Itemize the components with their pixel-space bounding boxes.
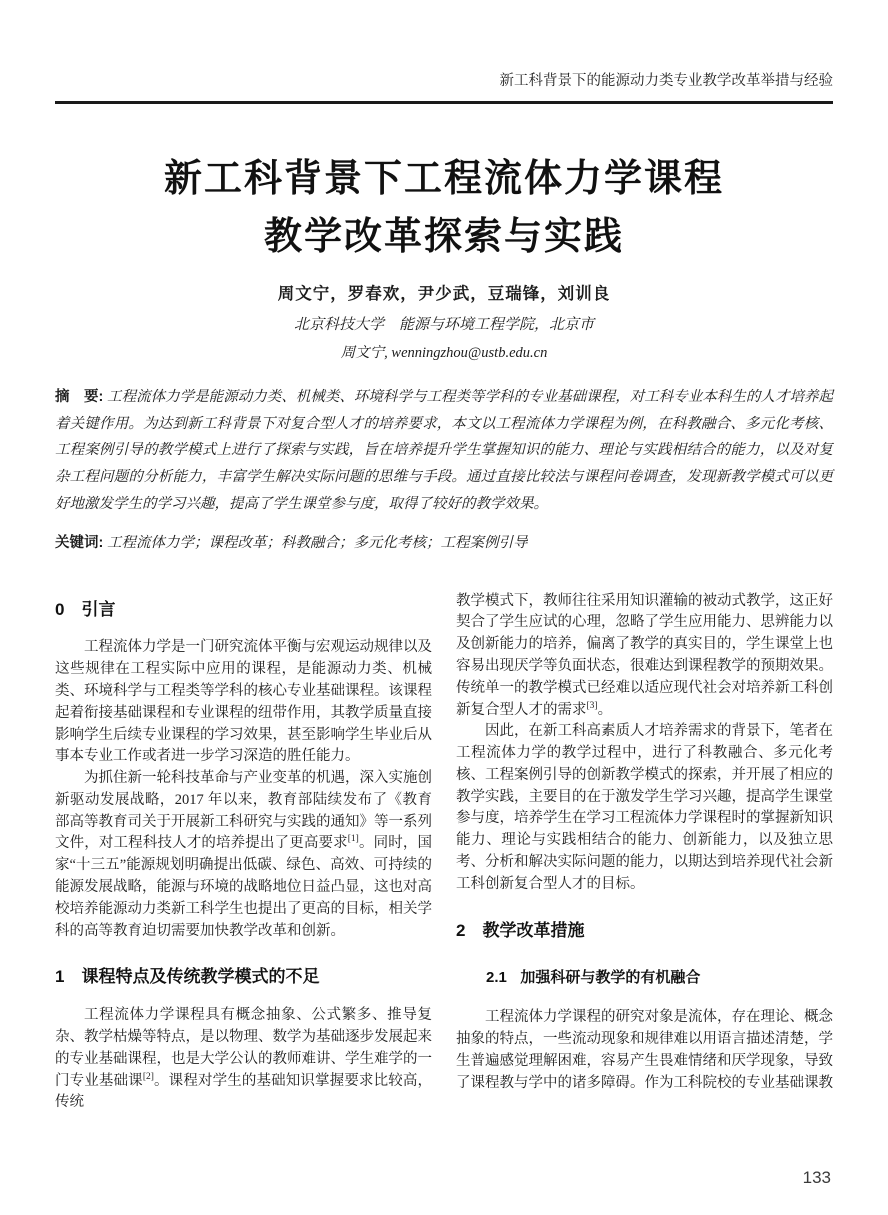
section-heading-1 xyxy=(55,966,432,988)
subsection-heading-2-1 xyxy=(456,967,833,989)
keywords-label: 关键词: xyxy=(55,534,104,551)
paragraph: 为抓住新一轮科技革命与产业变革的机遇，深入实施创新驱动发展战略，2017 年以来，教育部陆续发布了《教育部高等教育司关于开展新工科研究与实践的通知》等一系列文件，对工程科技人才的培养提出了更高要求[1]。同时，国家“十三五”能源规划明确提出低碳、绿色、高效、可持续的能源发展战略，能源与环境的战略地位日益凸显，这也对高校培养能源动力类新工科学生也提出了更高的目标，相关学科的高等教育迫切需要加快教学改革和创新。 xyxy=(55,770,433,939)
running-title: 新工科背景下的能源动力类专业教学改革举措与经验 xyxy=(499,73,833,89)
body-columns xyxy=(55,591,833,1115)
email: 周文宁, wenningzhou@ustb.edu.cn xyxy=(340,345,548,361)
column-left xyxy=(55,591,432,1115)
page-number: 133 xyxy=(802,1168,831,1187)
keywords xyxy=(55,531,833,555)
section-heading-2 xyxy=(456,920,833,942)
paragraph: 教学模式下，教师往往采用知识灌输的被动式教学，这正好契合了学生应试的心理，忽略了学生应用能力、思辨能力以及创新能力的培养，偏离了教学的真实目的，学生课堂上也容易出现厌学等负面状态，很难达到课程教学的预期效果。传统单一的教学模式已经难以适应现代社会对培养新工科创新复合型人才的需求[3]。 xyxy=(456,592,833,718)
section-heading-0 xyxy=(55,599,432,621)
affiliation: 北京科技大学 能源与环境工程学院，北京市 xyxy=(293,317,594,333)
article-title-line1: 新工科背景下工程流体力学课程 xyxy=(163,158,724,200)
subsection-number: 2.1 xyxy=(486,969,507,987)
paragraph: 因此，在新工科高素质人才培养需求的背景下，笔者在工程流体力学的教学过程中，进行了科教融合、多元化考核、工程案例引导的创新教学模式的探索，并开展了相应的教学实践，主要目的在于激发学生学习兴趣，提高学生课堂参与度，培养学生在学习工程流体力学课程时的掌握新知识能力、理论与实践相结合的能力、创新能力，以及独立思考、分析和解决实际问题的能力，以期达到培养现代社会新工科创新复合型人才的目标。 xyxy=(456,723,833,892)
paragraph: 工程流体力学课程的研究对象是流体，存在理论、概念抽象的特点，一些流动现象和规律难以用语言描述清楚，学生普遍感觉理解困难，容易产生畏难情绪和厌学现象，导致了课程教与学中的诸多障碍。作为工科院校的专业基础课教 xyxy=(456,1009,833,1091)
keywords-text: 工程流体力学；课程改革；科教融合；多元化考核；工程案例引导 xyxy=(106,534,528,551)
subsection-title: 加强科研与教学的有机融合 xyxy=(520,969,701,987)
section-title: 引言 xyxy=(81,599,116,619)
running-header xyxy=(55,0,833,90)
section-number: 2 xyxy=(456,920,466,940)
abstract xyxy=(55,384,833,518)
header-rule xyxy=(55,101,833,104)
paragraph: 工程流体力学课程具有概念抽象、公式繁多、推导复杂、教学枯燥等特点，是以物理、数学为基础逐步发展起来的专业基础课程，也是大学公认的教师难讲、学生难学的一门专业基础课[2]。课程对学生的基础知识掌握要求比较高，传统 xyxy=(55,1007,433,1111)
section-number: 0 xyxy=(55,599,65,619)
paragraph: 工程流体力学是一门研究流体平衡与宏观运动规律以及这些规律在工程实际中应用的课程，是能源动力类、机械类、环境科学与工程类等学科的核心专业基础课程。该课程起着衔接基础课程和专业课程的纽带作用，其教学质量直接影响学生后续专业课程的学习效果，甚至影响学生毕业后从事本专业工作或者进一步学习深造的胜任能力。 xyxy=(55,639,432,765)
abstract-label: 摘 要: xyxy=(55,389,104,405)
abstract-text: 工程流体力学是能源动力类、机械类、环境科学与工程类等学科的专业基础课程，对工科专业本科生的人才培养起着关键作用。为达到新工科背景下对复合型人才的培养要求，本文以工程流体力学课程为例，在科教融合、多元化考核、工程案例引导的教学模式上进行了探索与实践，旨在培养提升学生掌握知识的能力、理论与实践相结合的能力，以及对复杂工程问题的分析能力，丰富学生解决实际问题的思维与手段。通过直接比较法与课程问卷调查，发现新教学模式可以更好地激发学生的学习兴趣，提高了学生课堂参与度，取得了较好的教学效果。 xyxy=(55,389,833,512)
section-number: 1 xyxy=(55,967,65,987)
authors: 周文宁，罗春欢，尹少武，豆瑞锋，刘训良 xyxy=(277,285,611,303)
section-title: 教学改革措施 xyxy=(482,920,585,940)
article-title xyxy=(55,150,833,266)
article-title-line2: 教学改革探索与实践 xyxy=(263,216,624,258)
column-right xyxy=(456,591,833,1115)
section-title: 课程特点及传统教学模式的不足 xyxy=(81,967,320,987)
